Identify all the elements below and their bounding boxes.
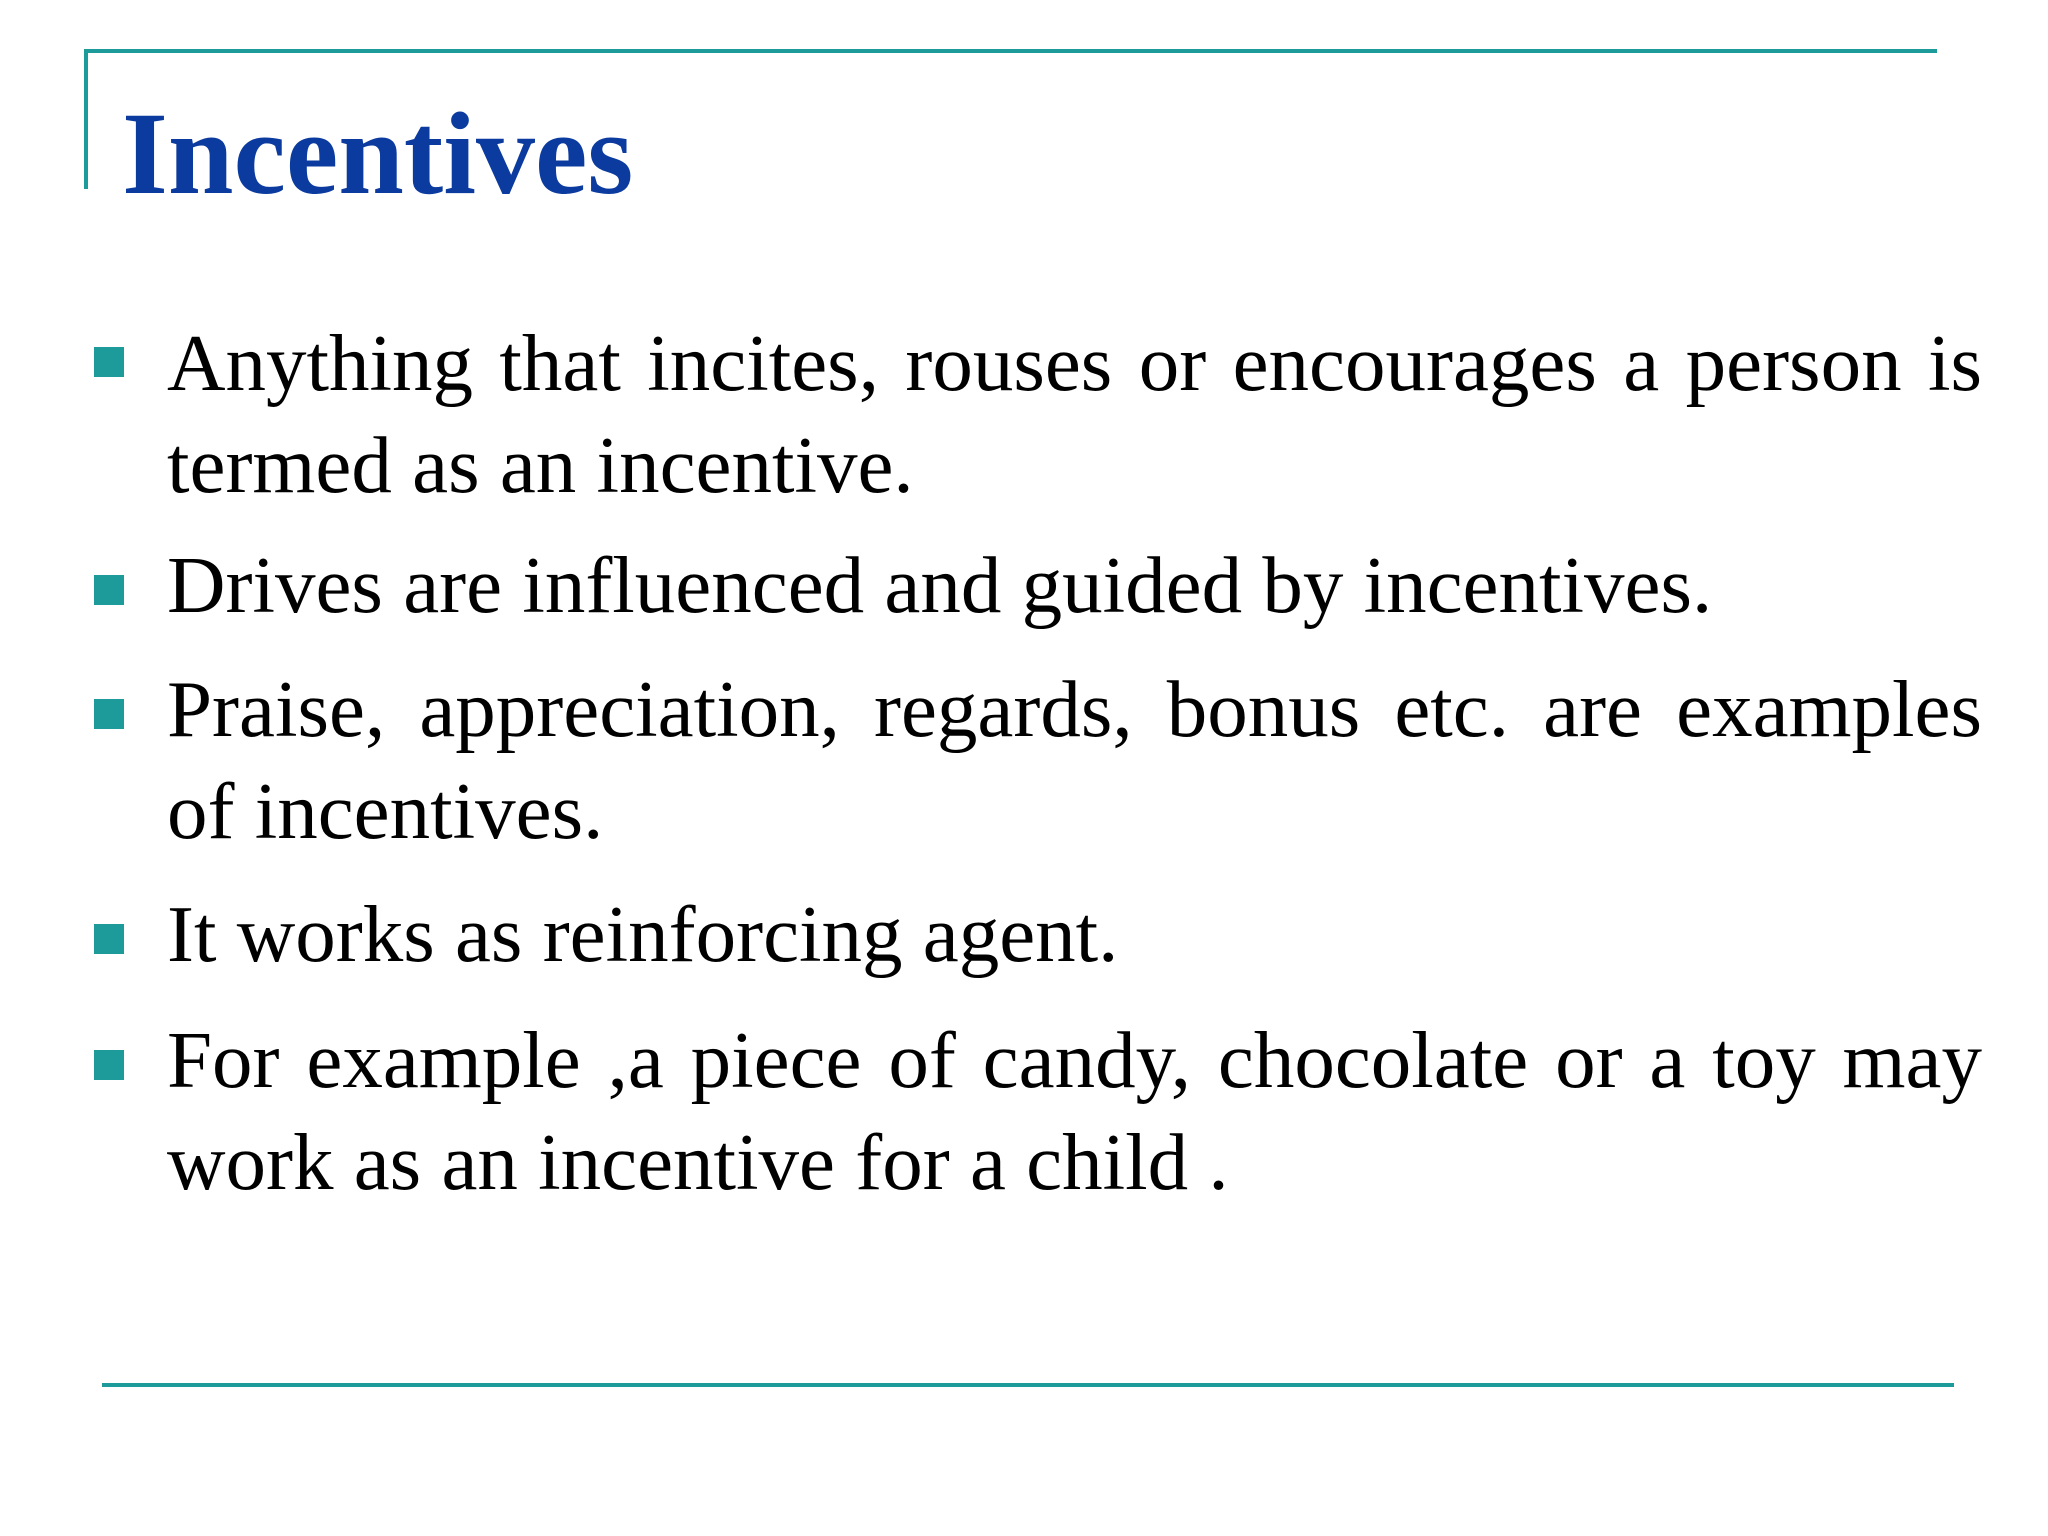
bullet-text: Praise, appreciation, regards, bonus etc. are examples of incentives. xyxy=(167,664,1982,856)
slide-title: Incentives xyxy=(122,88,634,219)
square-bullet-icon xyxy=(94,575,124,605)
square-bullet-icon xyxy=(94,924,124,954)
top-divider xyxy=(84,49,1937,53)
bullet-text: It works as reinforcing agent. xyxy=(167,889,1119,979)
square-bullet-icon xyxy=(94,699,124,729)
left-divider xyxy=(84,49,88,189)
square-bullet-icon xyxy=(94,347,124,377)
square-bullet-icon xyxy=(94,1050,124,1080)
bottom-divider xyxy=(102,1383,1954,1387)
bullet-text: Anything that incites, rouses or encourages a person is termed as an incentive. xyxy=(167,318,1982,510)
bullet-text: Drives are influenced and guided by incentives. xyxy=(167,540,1713,630)
bullet-text: For example ,a piece of candy, chocolate or a toy may work as an incentive for a child . xyxy=(167,1015,1982,1207)
